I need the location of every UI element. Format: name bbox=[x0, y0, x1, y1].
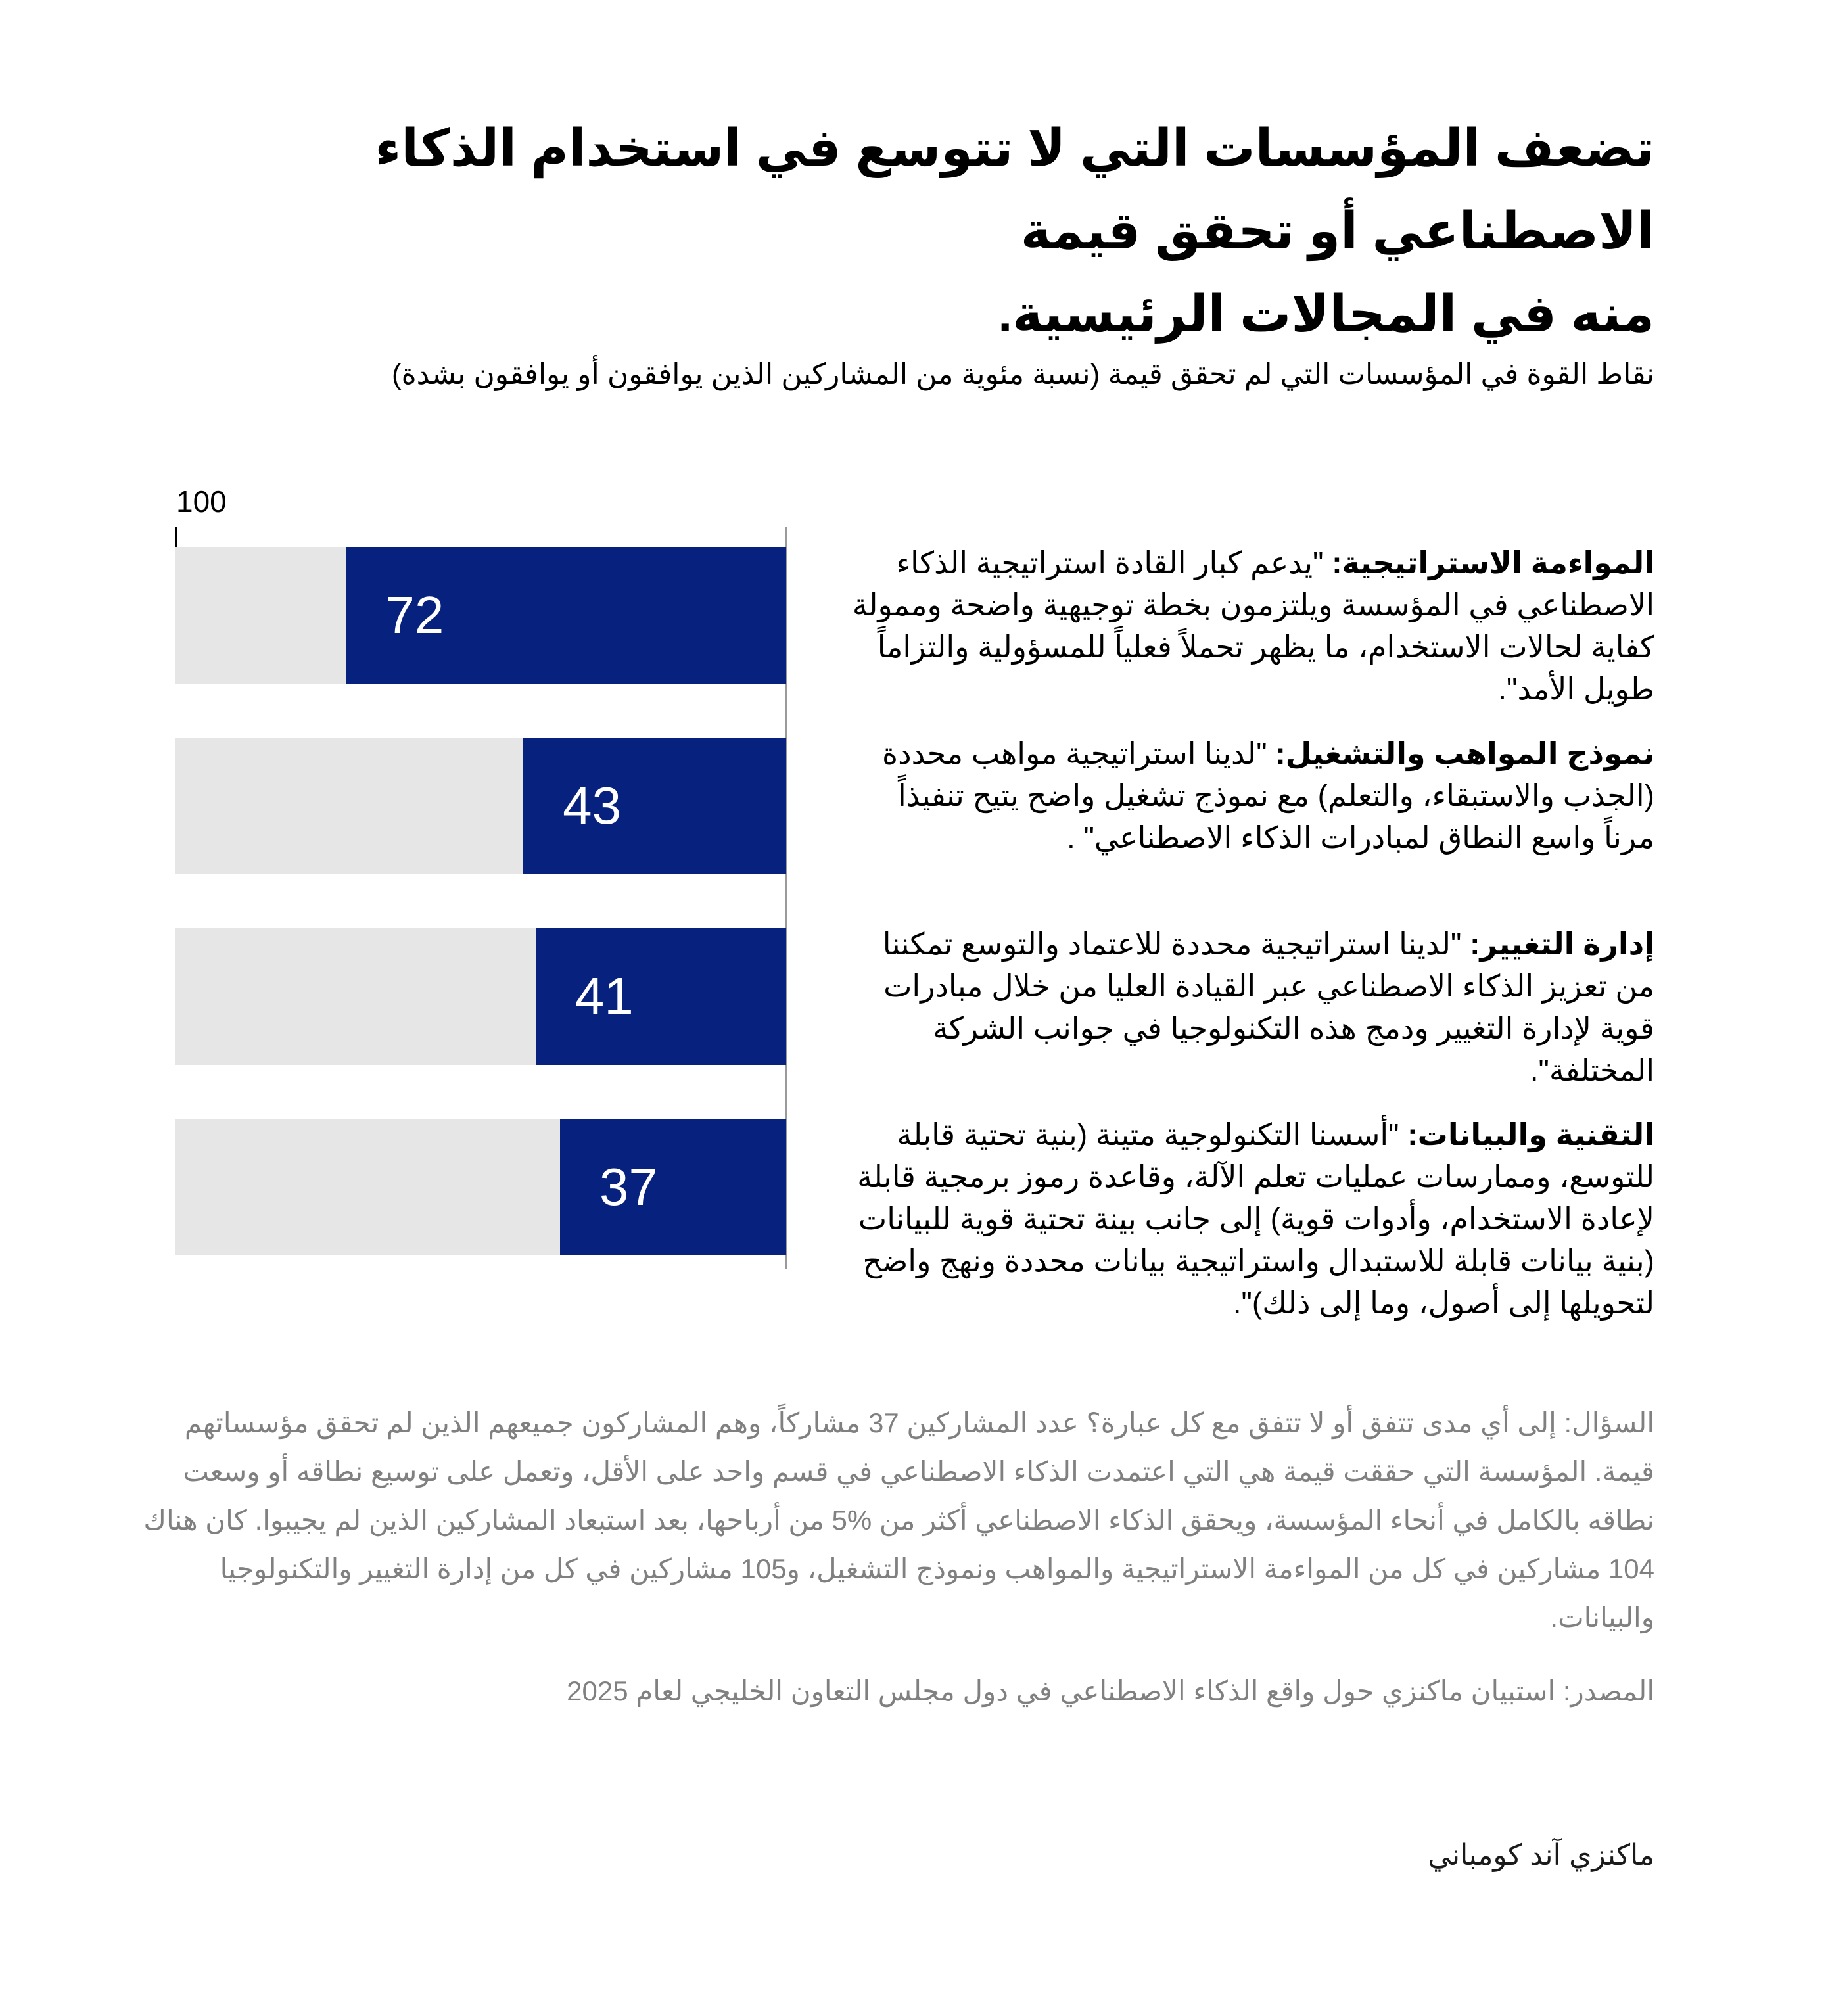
category-term: نموذج المواهب والتشغيل: bbox=[1275, 736, 1654, 770]
source-line: المصدر: استبيان ماكنزي حول واقع الذكاء الاصطناعي في دول مجلس التعاون الخليجي لعام 2025 bbox=[567, 1676, 1654, 1706]
category-quote: "أسسنا التكنولوجية متينة (بنية تحتية قابلة للتوسع، وممارسات عمليات تعلم الآلة، وقاعدة رموز برمجية قابلة لإعادة الاستخدام، وأدوات قوية) إلى جانب بينة تحتية قوية للبيانات (بنية بيانات قابلة للاستبدال واستراتيجية بيانات محددة ونهج واضح لتحويلها إلى أصول، وما إلى ذلك)". bbox=[857, 1117, 1654, 1320]
category-label-technology-data bbox=[849, 1113, 1654, 1324]
category-label-change-management bbox=[849, 923, 1654, 1091]
page-title-line-2: منه في المجالات الرئيسية. bbox=[998, 285, 1654, 342]
bar-value-label: 41 bbox=[574, 967, 634, 1025]
bar-track-change-management bbox=[175, 928, 786, 1065]
bar-fill-strategic-alignment bbox=[346, 547, 786, 684]
axis-max-label: 100 bbox=[176, 484, 227, 519]
mckinsey-brand-wordmark: ماكنزي آند كومباني bbox=[1428, 1839, 1654, 1871]
bar-value-label: 43 bbox=[563, 776, 622, 835]
bar-value-label: 72 bbox=[385, 586, 444, 644]
bar-fill-change-management bbox=[536, 928, 786, 1065]
chart-subtitle: نقاط القوة في المؤسسات التي لم تحقق قيمة (نسبة مئوية من المشاركين الذين يوافقون أو يوافقون بشدة) bbox=[391, 358, 1654, 390]
category-term: المواءمة الاستراتيجية: bbox=[1332, 546, 1654, 580]
bars-column bbox=[175, 547, 786, 1309]
page-title bbox=[129, 106, 1654, 355]
axis-tick bbox=[175, 527, 177, 550]
bar-track-technology-data bbox=[175, 1119, 786, 1255]
category-label-talent-operating-model bbox=[849, 732, 1654, 858]
category-quote: "يدعم كبار القادة استراتيجية الذكاء الاصطناعي في المؤسسة ويلتزمون بخطة توجيهية واضحة وممولة كفاية لحالات الاستخدام، ما يظهر تحملاً فعلياً للمسؤولية والتزاماً طويل الأمد". bbox=[852, 546, 1654, 706]
category-quote: "لدينا استراتيجية مواهب محددة (الجذب والاستبقاء، والتعلم) مع نموذج تشغيل واضح يتيح تنفيذاً مرناً واسع النطاق لمبادرات الذكاء الاصطناعي" . bbox=[882, 736, 1654, 855]
category-label-strategic-alignment bbox=[849, 542, 1654, 710]
category-quote: "لدينا استراتيجية محددة للاعتماد والتوسع تمكننا من تعزيز الذكاء الاصطناعي عبر القيادة العليا من خلال مبادرات قوية لإدارة التغيير ودمج هذه التكنولوجيا في جوانب الشركة المختلفة". bbox=[882, 927, 1654, 1087]
page-title-line-1: تضعف المؤسسات التي لا تتوسع في استخدام الذكاء الاصطناعي أو تحقق قيمة bbox=[375, 119, 1654, 260]
category-term: التقنية والبيانات: bbox=[1407, 1117, 1654, 1152]
category-term: إدارة التغيير: bbox=[1470, 927, 1654, 961]
bar-fill-talent-operating-model bbox=[523, 738, 786, 874]
bar-value-label: 37 bbox=[599, 1158, 658, 1216]
bar-track-strategic-alignment bbox=[175, 547, 786, 684]
bar-fill-technology-data bbox=[560, 1119, 786, 1255]
methodology-footnote: السؤال: إلى أي مدى تتفق أو لا تتفق مع كل عبارة؟ عدد المشاركين 37 مشاركاً، وهم المشاركون جميعهم الذين لم تحقق مؤسساتهم قيمة. المؤسسة التي حققت قيمة هي التي اعتمدت الذكاء الاصطناعي في قسم واحد على الأقل، وتعمل على توسيع نطاقه أو وسعت نطاقه بالكامل في أنحاء المؤسسة، ويحقق الذكاء الاصطناعي أكثر من %5 من أرباحها، بعد استبعاد المشاركين الذين لم يجيبوا. كان هناك 104 مشاركين في كل من المواءمة الاستراتيجية والمواهب ونموذج التشغيل، و105 مشاركين في كل من إدارة التغيير والتكنولوجيا والبيانات. bbox=[143, 1407, 1654, 1633]
bar-chart bbox=[175, 486, 1654, 1354]
bar-track-talent-operating-model bbox=[175, 738, 786, 874]
